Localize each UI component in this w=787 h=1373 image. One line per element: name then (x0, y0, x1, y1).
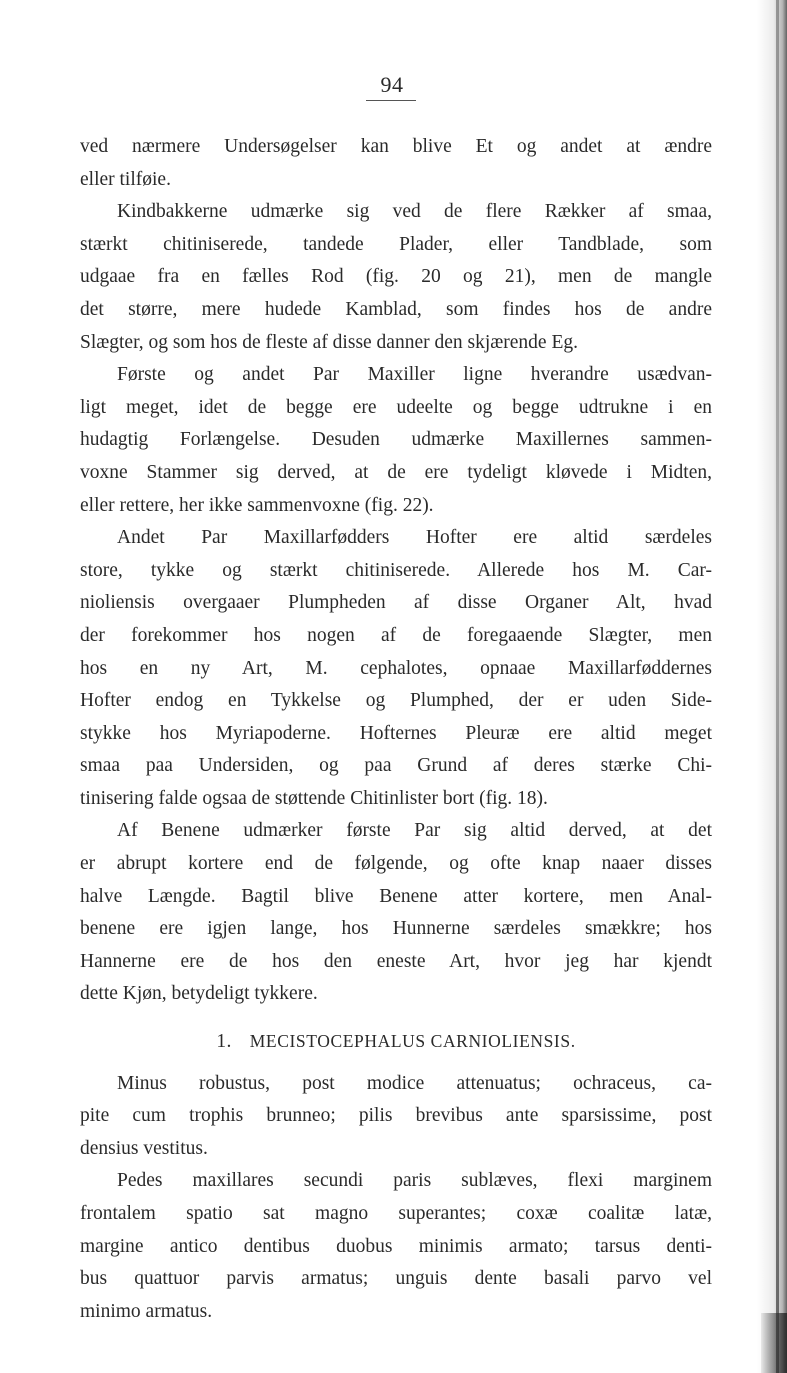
section-number: 1. (216, 1031, 232, 1053)
text-line: eller rettere, her ikke sammenvoxne (fig. 22). (80, 494, 434, 516)
text-line: stykke hos Myriapoderne. Hofternes Pleuræ ere altid meget (80, 722, 712, 744)
paragraph (80, 131, 712, 196)
section-heading (80, 1025, 712, 1058)
paragraph (80, 1068, 712, 1166)
text-line: Andet Par Maxillarfødders Hofter ere altid særdeles (117, 527, 712, 549)
text-line: benene ere igjen lange, hos Hunnerne særdeles smækkre; hos (80, 918, 712, 940)
text-line: stærkt chitiniserede, tandede Plader, eller Tandblade, som (80, 233, 712, 255)
paragraphs-before-heading (80, 131, 712, 1011)
page-number-rule (366, 100, 416, 101)
text-line: voxne Stammer sig derved, at de ere tydeligt kløvede i Midten, (80, 461, 712, 483)
body-text (80, 131, 712, 1328)
text-line: store, tykke og stærkt chitiniserede. Allerede hos M. Car- (80, 559, 712, 581)
text-line: ved nærmere Undersøgelser kan blive Et og andet at ændre (80, 136, 712, 157)
page-number: 94 (380, 72, 404, 97)
text-line: det større, mere hudede Kamblad, som findes hos de andre (80, 298, 712, 320)
paragraphs-after-heading (80, 1068, 712, 1329)
text-line: Slægter, og som hos de fleste af disse danner den skjærende Eg. (80, 331, 578, 353)
text-line: margine antico dentibus duobus minimis armato; tarsus denti- (80, 1235, 712, 1257)
paragraph (80, 359, 712, 522)
text-line: nioliensis overgaaer Plumpheden af disse Organer Alt, hvad (80, 592, 712, 614)
paragraph (80, 196, 712, 359)
section-title: MECISTOCEPHALUS CARNIOLIENSIS. (249, 1031, 576, 1052)
text-line: Hannerne ere de hos den eneste Art, hvor jeg har kjendt (80, 950, 712, 972)
text-line: Minus robustus, post modice attenuatus; ochraceus, ca- (117, 1072, 712, 1094)
text-line: er abrupt kortere end de følgende, og ofte knap naaer disses (80, 853, 712, 875)
text-line: udgaae fra en fælles Rod (fig. 20 og 21), men de mangle (80, 266, 712, 288)
text-line: ligt meget, idet de begge ere udeelte og begge udtrukne i en (80, 396, 712, 418)
text-line: smaa paa Undersiden, og paa Grund af deres stærke Chi- (80, 755, 712, 777)
book-spine-shadow (757, 0, 787, 1373)
text-line: densius vestitus. (80, 1137, 208, 1159)
text-line: frontalem spatio sat magno superantes; coxæ coalitæ latæ, (80, 1203, 712, 1224)
text-line: Kindbakkerne udmærke sig ved de flere Rækker af smaa, (117, 201, 712, 223)
text-line: minimo armatus. (80, 1300, 213, 1322)
paragraph (80, 815, 712, 1011)
text-line: tinisering falde ogsaa de støttende Chitinlister bort (fig. 18). (80, 787, 548, 809)
text-line: dette Kjøn, betydeligt tykkere. (80, 983, 318, 1005)
book-spine-edge (776, 0, 779, 1373)
text-line: Hofter endog en Tykkelse og Plumphed, der er uden Side- (80, 690, 712, 712)
book-spine-foot (761, 1313, 787, 1373)
text-line: Første og andet Par Maxiller ligne hverandre usædvan- (117, 364, 712, 386)
text-line: Af Benene udmærker første Par sig altid derved, at det (117, 820, 712, 842)
text-line: Pedes maxillares secundi paris sublæves, flexi marginem (117, 1170, 712, 1192)
text-line: bus quattuor parvis armatus; unguis dente basali parvo vel (80, 1268, 712, 1290)
text-line: hos en ny Art, M. cephalotes, opnaae Maxillarføddernes (80, 657, 712, 679)
text-line: hudagtig Forlængelse. Desuden udmærke Maxillernes sammen- (80, 429, 712, 451)
paragraph (80, 1165, 712, 1328)
paragraph (80, 522, 712, 815)
text-line: halve Længde. Bagtil blive Benene atter kortere, men Anal- (80, 885, 712, 907)
text-line: pite cum trophis brunneo; pilis brevibus ante sparsissime, post (80, 1105, 712, 1127)
text-line: eller tilføie. (80, 168, 171, 190)
text-line: der forekommer hos nogen af de foregaaende Slægter, men (80, 624, 712, 646)
